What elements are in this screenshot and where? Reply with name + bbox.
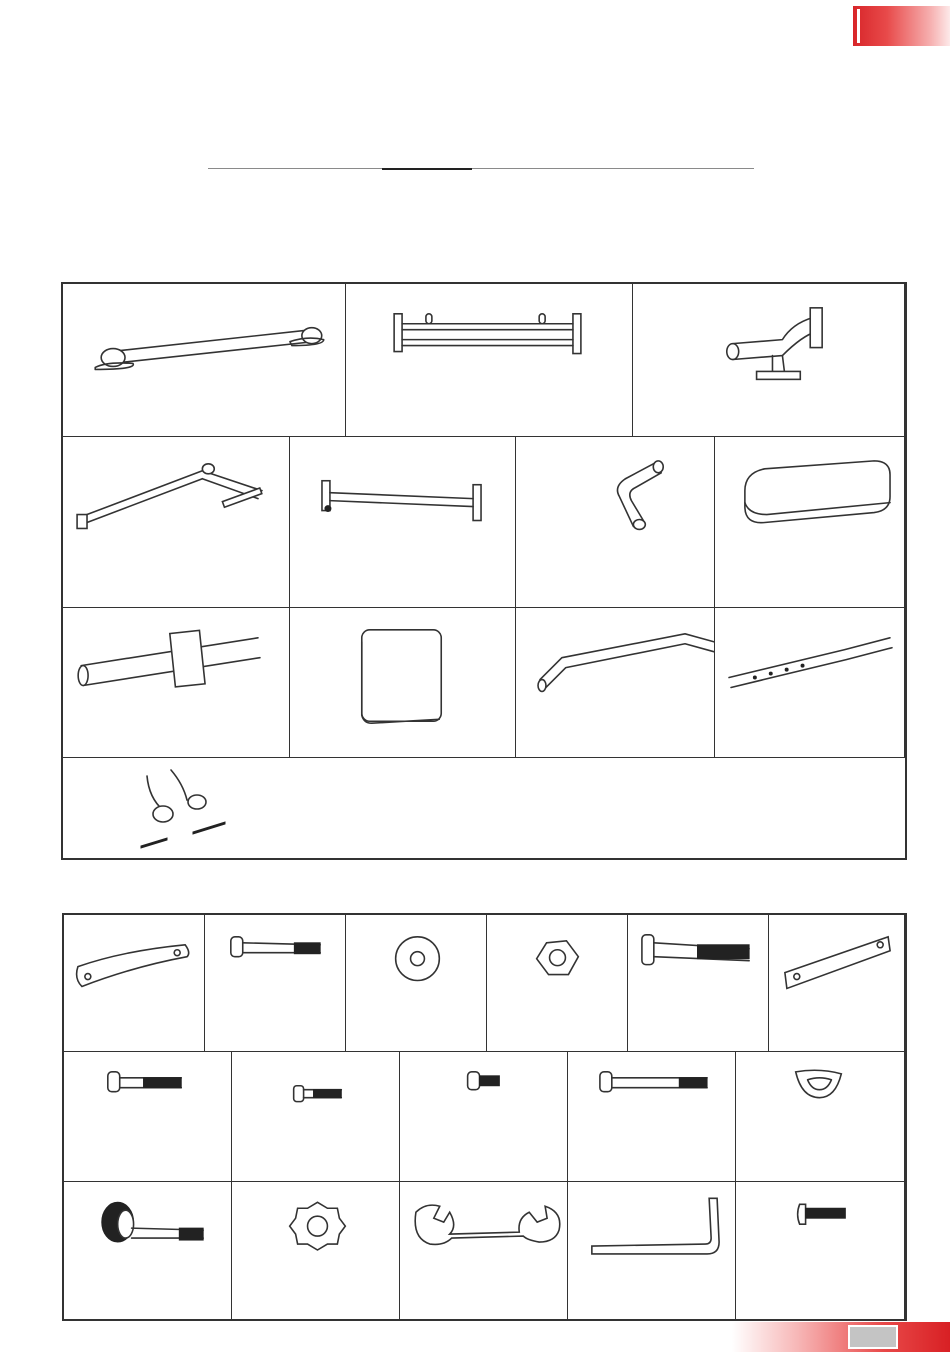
page-number-box [848,1325,898,1349]
open-end-wrench-icon [400,1182,567,1319]
part-cell-12 [63,758,905,858]
allen-key-icon [568,1182,735,1319]
footer-accent-tab [732,1322,950,1352]
part-cell-2 [346,284,633,437]
l-shaped-handle-icon [516,437,714,607]
hardware-panel [62,913,907,1321]
part-cell-10 [516,608,715,758]
small-hex-bolt-icon [400,1052,567,1181]
hardware-cell-3 [346,915,487,1052]
knob-pin-icon [64,1182,231,1319]
hardware-cell-13 [232,1182,400,1319]
hardware-cell-10 [568,1052,736,1182]
short-bolt-icon [232,1052,399,1181]
part-cell-1 [63,284,346,437]
hardware-cell-7 [64,1052,232,1182]
hardware-cell-12 [64,1182,232,1319]
hardware-cell-15 [568,1182,736,1319]
long-partial-thread-bolt-icon [568,1052,735,1181]
parts-panel [61,282,907,860]
hex-nut-icon [487,915,627,1051]
part-cell-7 [715,437,905,608]
double-rail-frame-icon [346,284,632,436]
star-knob-icon [232,1182,399,1319]
hardware-cell-11 [736,1052,905,1182]
flat-washer-icon [346,915,486,1051]
header-accent-tab [853,6,950,46]
hardware-cell-5 [628,915,769,1052]
straight-crossbar-icon [290,437,515,607]
long-angled-handle-icon [516,608,714,757]
hardware-cell-9 [400,1052,568,1182]
hardware-cell-6 [769,915,905,1052]
part-cell-4 [63,437,290,608]
end-cap-icon [736,1052,904,1181]
back-pad-icon [290,608,515,757]
hardware-cell-1 [64,915,205,1052]
part-cell-11 [715,608,905,758]
long-hex-bolt-icon [205,915,345,1051]
button-head-screw-icon [736,1182,904,1319]
part-cell-5 [290,437,516,608]
foot-roller-assembly-icon [63,758,905,858]
t-frame-base-icon [63,437,289,607]
part-cell-9 [290,608,516,758]
hardware-cell-16 [736,1182,905,1319]
hex-bolt-icon [64,1052,231,1181]
connector-plate-icon [769,915,904,1051]
part-cell-8 [63,608,290,758]
hardware-cell-8 [232,1052,400,1182]
part-cell-6 [516,437,715,608]
hardware-cell-4 [487,915,628,1052]
part-cell-3 [633,284,905,437]
perforated-adjust-tube-icon [715,608,904,757]
seat-pad-icon [715,437,904,607]
bent-bracket-tube-icon [633,284,904,436]
long-curved-bar-icon [63,284,345,436]
curved-strap-plate-icon [64,915,204,1051]
carriage-bolt-icon [628,915,768,1051]
title-rule [208,168,754,169]
tube-with-mount-plate-icon [63,608,289,757]
hardware-cell-2 [205,915,346,1052]
hardware-cell-14 [400,1182,568,1319]
